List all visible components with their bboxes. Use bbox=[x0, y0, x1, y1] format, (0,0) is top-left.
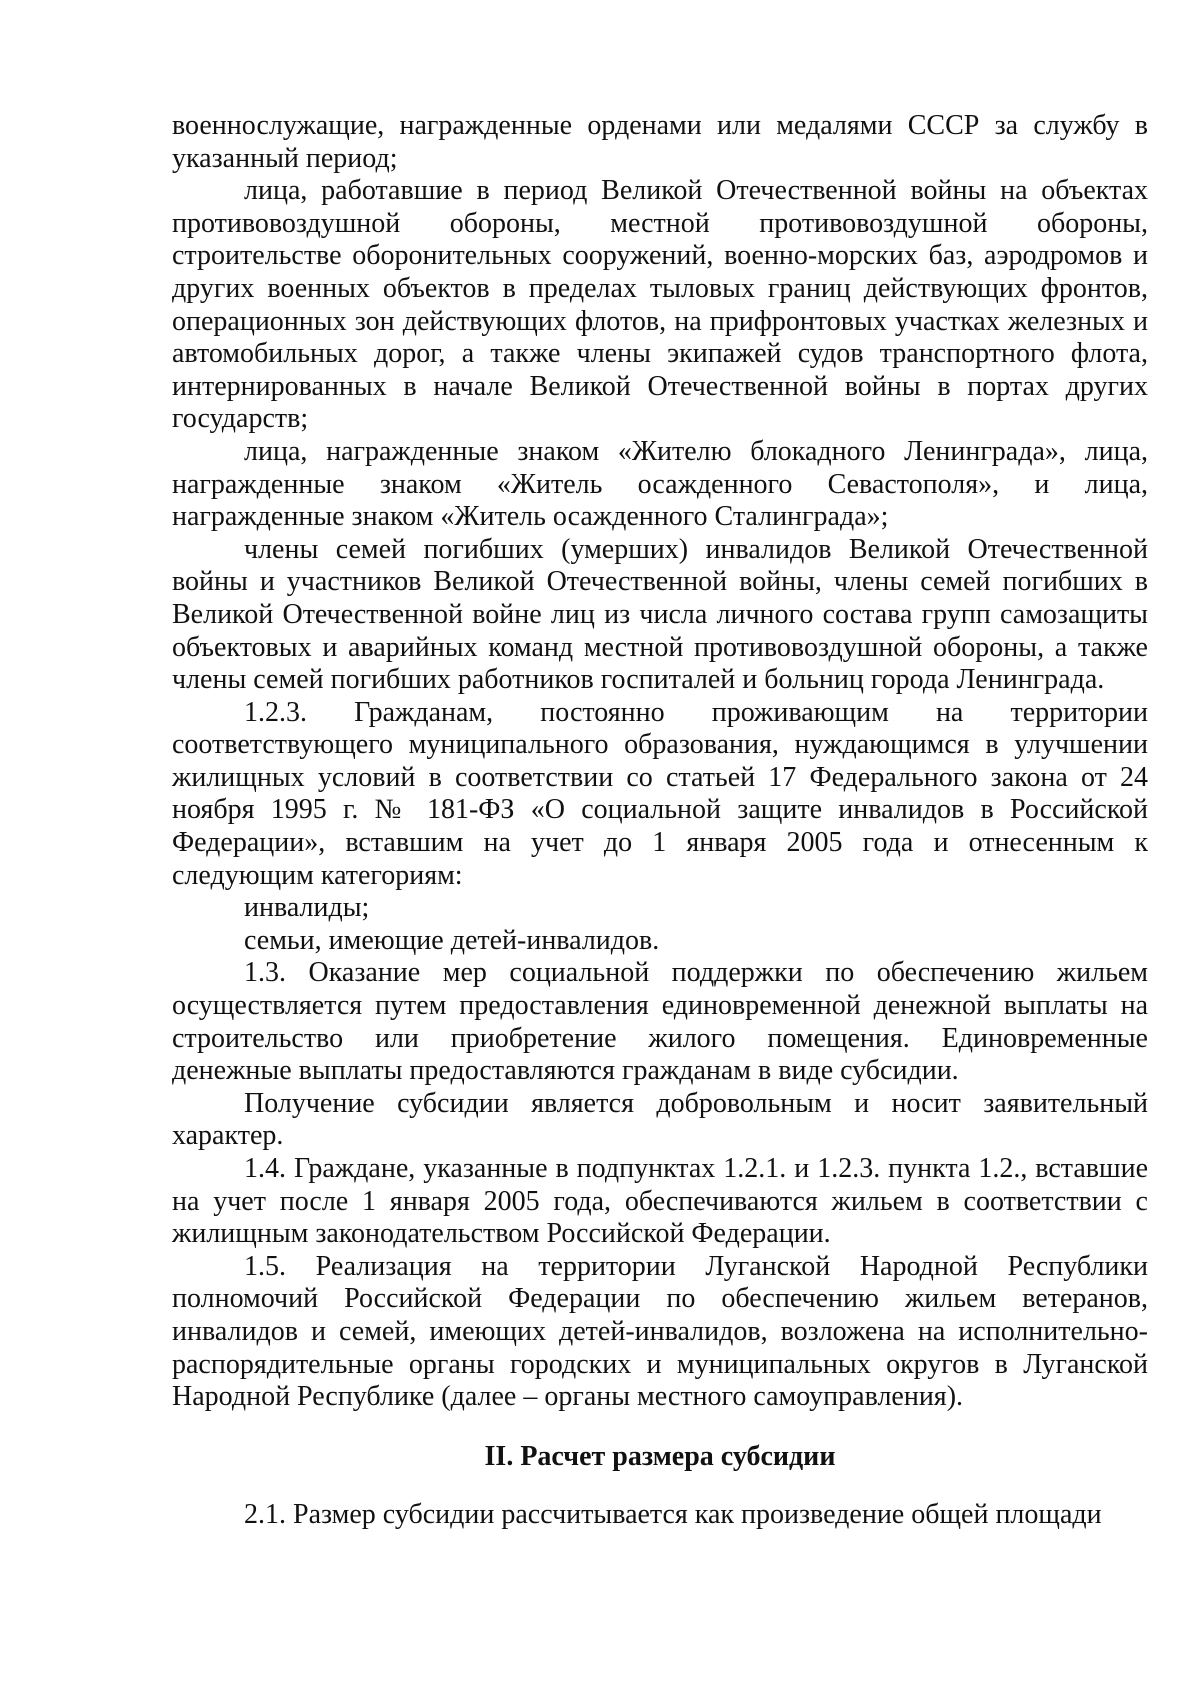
paragraph-voluntary-subsidy: Получение субсидии является добровольным и носит заявительный характер. bbox=[172, 1087, 1148, 1152]
paragraph-1-5: 1.5. Реализация на территории Луганской Народной Республики полномочий Российской Федерации по обеспечению жильем ветеранов, инвалидов и семей, имеющих детей-инвалидов, возложена на исполнительно-распорядительные органы городских и муниципальных округов в Луганской Народной Республике (далее – органы местного самоуправления). bbox=[172, 1250, 1148, 1413]
paragraph-2-1: 2.1. Размер субсидии рассчитывается как произведение общей площади bbox=[244, 1499, 1102, 1531]
paragraph-siege-badge-holders: лица, награжденные знаком «Жителю блокадного Ленинграда», лица, награжденные знаком «Житель осажденного Севастополя», и лица, награжденные знаком «Житель осажденного Сталинграда»; bbox=[172, 435, 1148, 533]
paragraph-families-with-disabled-children: семьи, имеющие детей-инвалидов. bbox=[244, 924, 660, 956]
paragraph-air-defense-workers: лица, работавшие в период Великой Отечественной войны на объектах противовоздушной обороны, местной противовоздушной обороны, строительстве оборонительных сооружений, военно-морских баз, аэродромов и других военных объектов в пределах тыловых границ действующих фронтов, операционных зон действующих флотов, на прифронтовых участках железных и автомобильных дорог, а также члены экипажей судов транспортного флота, интернированных в начале Великой Отечественной войны в портах других государств; bbox=[172, 175, 1148, 435]
paragraph-family-members: члены семей погибших (умерших) инвалидов Великой Отечественной войны и участников Великой Отечественной войны, члены семей погибших в Великой Отечественной войне лиц из числа личного состава групп самозащиты объектовых и аварийных команд местной противовоздушной обороны, а также члены семей погибших работников госпиталей и больниц города Ленинграда. bbox=[172, 533, 1148, 696]
paragraph-1-3: 1.3. Оказание мер социальной поддержки по обеспечению жильем осуществляется путем предоставления единовременной денежной выплаты на строительство или приобретение жилого помещения. Единовременные денежные выплаты предоставляются гражданам в виде субсидии. bbox=[172, 957, 1148, 1087]
document-page bbox=[172, 110, 1148, 1532]
paragraph-1-4: 1.4. Граждане, указанные в подпунктах 1.2.1. и 1.2.3. пункта 1.2., вставшие на учет после 1 января 2005 года, обеспечиваются жильем в соответствии с жилищным законодательством Российской Федерации. bbox=[172, 1153, 1148, 1250]
paragraph-1-2-3: 1.2.3. Гражданам, постоянно проживающим на территории соответствующего муниципального образования, нуждающимся в улучшении жилищных условий в соответствии со статьей 17 Федерального закона от 24 ноября 1995 г. № 181-ФЗ «О социальной защите инвалидов в Российской Федерации», вставшим на учет до 1 января 2005 года и отнесенным к следующим категориям: bbox=[172, 696, 1148, 891]
paragraph-disabled: инвалиды; bbox=[244, 892, 370, 924]
section-heading-subsidy-calculation: II. Расчет размера субсидии bbox=[484, 1440, 836, 1472]
paragraph-servicemen: военнослужащие, награжденные орденами или медалями СССР за службу в указанный период; bbox=[172, 110, 1148, 174]
